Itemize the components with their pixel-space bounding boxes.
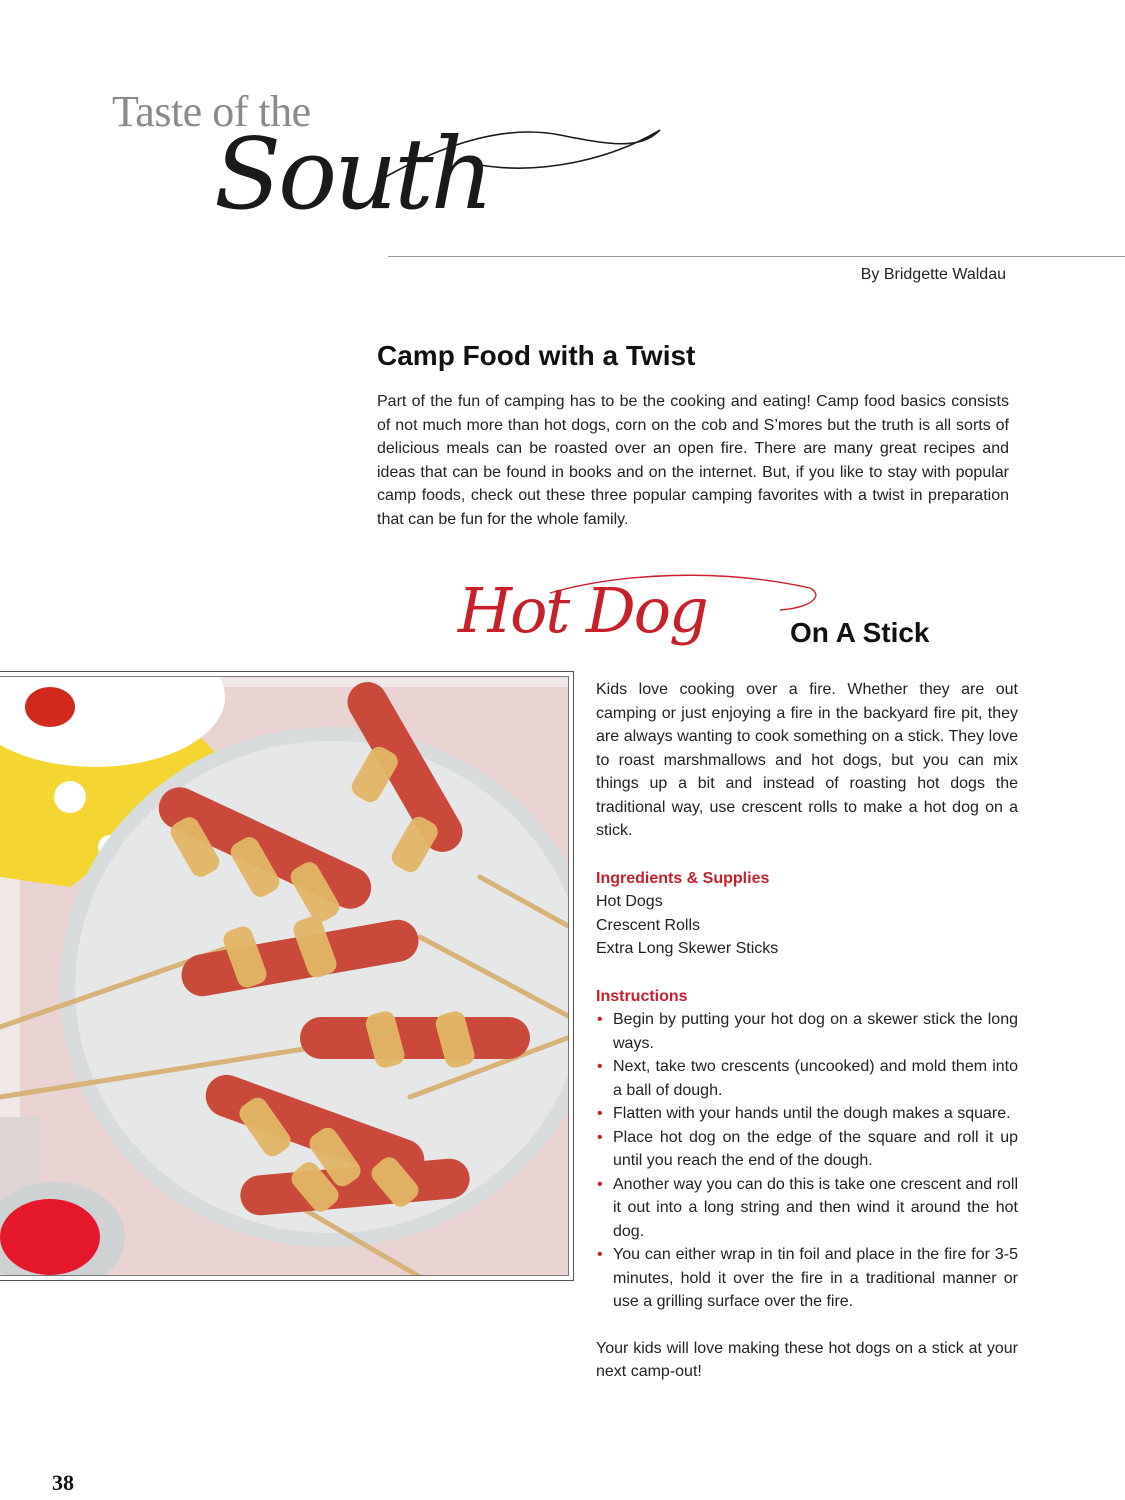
photo-frame [0,676,569,1276]
instruction-step [596,1102,1018,1126]
instructions-heading: Instructions [596,987,688,1005]
recipe-title: On A Stick [790,617,930,648]
hot-dog-photo [0,671,574,1281]
instruction-step [596,1055,1018,1102]
bullet-icon: • [597,1175,603,1193]
instruction-text: Begin by putting your hot dog on a skewer stick the long ways. [613,1011,1018,1052]
byline: By Bridgette Waldau [860,266,1006,283]
section-kicker: Taste of the [112,87,311,136]
ingredient-item: Crescent Rolls [596,916,701,934]
recipe-body [596,678,1018,1384]
closing-paragraph: Your kids will love making these hot dogs on a stick at your next camp-out! [596,1339,1018,1380]
instruction-text: You can either wrap in tin foil and place in the fire for 3-5 minutes, hold it over the fire in a traditional manner or use a grilling surface over the fire. [613,1246,1018,1310]
instructions-list [596,1008,1018,1314]
article-heading: Camp Food with a Twist [377,340,696,371]
instruction-step [596,1243,1018,1314]
bullet-icon: • [597,1058,603,1075]
instruction-step [596,1173,1018,1244]
instruction-step [596,1126,1018,1173]
page-number: 38 [52,1470,74,1495]
instruction-text: Next, take two crescents (uncooked) and mold them into a ball of dough. [613,1058,1018,1099]
bullet-icon: • [597,1011,603,1028]
bullet-icon: • [597,1105,603,1122]
title-swash-decoration [360,120,680,190]
recipe-description: Kids love cooking over a fire. Whether they are out camping or just enjoying a fire in the backyard fire pit, they are always wanting to cook something on a stick. They love to roast marshmallows and hot dogs, but you can mix things up a bit and instead of roasting hot dogs the traditional way, use crescent rolls to make a hot dog on a stick. [596,681,1018,839]
intro-paragraph: Part of the fun of camping has to be the cooking and eating! Camp food basics consists of not much more than hot dogs, corn on the cob and S’mores but the truth is all sorts of delicious meals can be roasted over an open fire. There are many great recipes and ideas that can be found in books and on the internet. But, if you like to stay with popular camp foods, check out these three popular camping favorites with a twist in preparation that can be fun for the whole family. [377,393,1009,528]
bullet-icon: • [597,1246,603,1263]
hot-dog-illustration [0,677,569,1276]
instruction-text: Place hot dog on the edge of the square and roll it up until you reach the end of the dough. [613,1128,1018,1169]
instruction-text: Another way you can do this is take one crescent and roll it out into a long string and then wind it around the hot dog. [613,1175,1018,1240]
ingredient-item: Extra Long Skewer Sticks [596,940,779,957]
header-rule [388,256,1125,257]
recipe-swash-decoration [540,568,830,628]
ingredients-heading: Ingredients & Supplies [596,869,770,887]
instruction-text: Flatten with your hands until the dough makes a square. [613,1105,1011,1122]
ingredient-item: Hot Dogs [596,893,663,910]
section-script-title: South [214,118,491,232]
recipe-script-title: Hot Dog [458,574,707,647]
bullet-icon: • [597,1128,603,1146]
instruction-step [596,1008,1018,1055]
